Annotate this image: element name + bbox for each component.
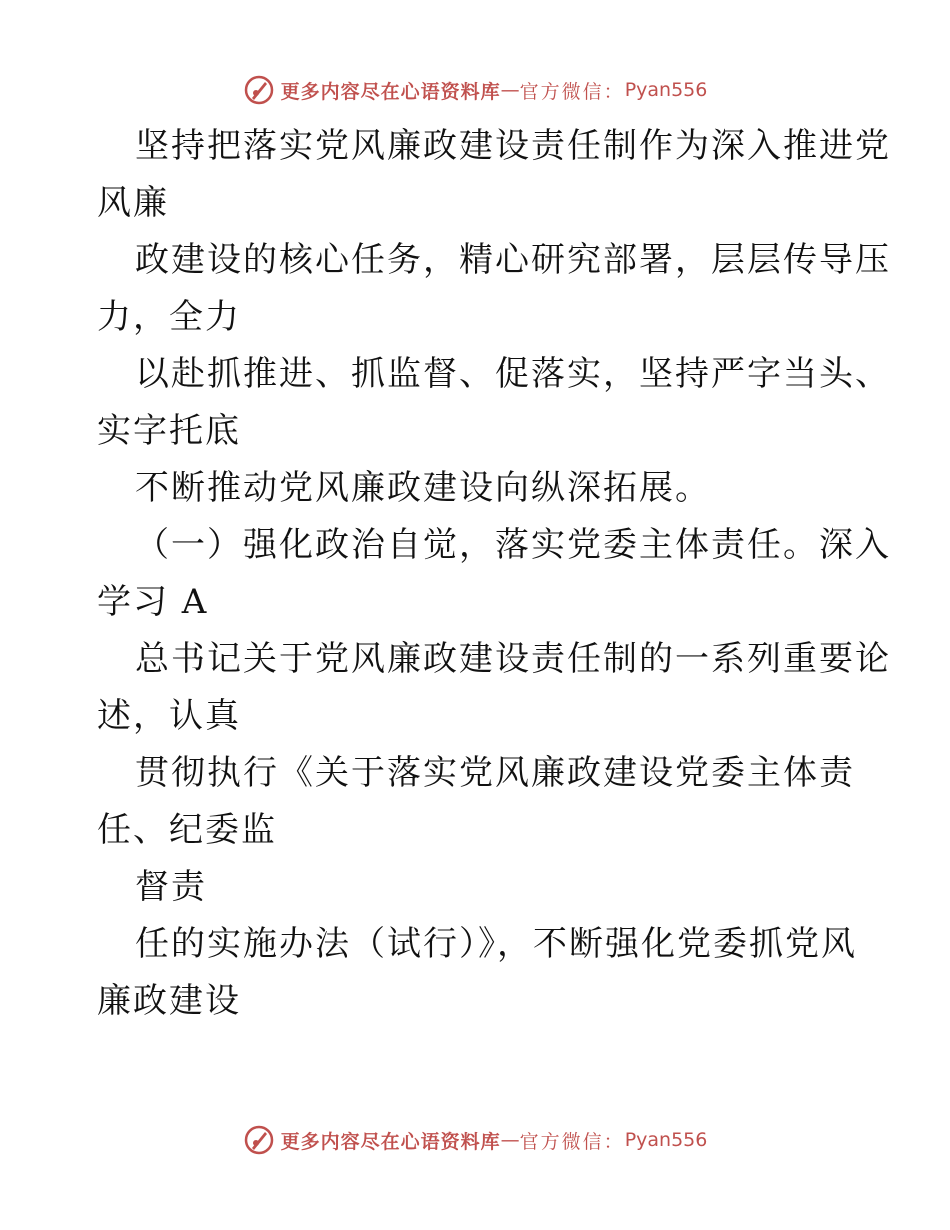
watermark-sub-text: 官方微信：: [519, 80, 625, 103]
watermark-main-text: 更多内容尽在心语资料库: [280, 1130, 501, 1153]
watermark-dash: —: [500, 1129, 520, 1151]
paragraph-line: 学习 A: [97, 582, 209, 622]
paragraph-line: 力，全力: [97, 297, 241, 337]
paragraph-line: 风廉: [97, 183, 169, 223]
header-watermark: [0, 70, 950, 110]
paragraph-line: 贯彻执行《关于落实党风廉政建设党委主体责: [135, 753, 855, 793]
watermark-dash: —: [500, 79, 520, 101]
watermark-main-text: 更多内容尽在心语资料库: [280, 80, 501, 103]
paragraph-line: 督责: [135, 867, 207, 907]
paragraph-line: 坚持把落实党风廉政建设责任制作为深入推进党: [135, 126, 891, 166]
paragraph-line: 政建设的核心任务，精心研究部署，层层传导压: [135, 240, 891, 280]
watermark-sub-text: 官方微信：: [519, 1130, 625, 1153]
paragraph-line: 实字托底: [97, 411, 241, 451]
paragraph-line: 以赴抓推进、抓监督、促落实，坚持严字当头、: [135, 354, 891, 394]
watermark-wechat-id: Pyan556: [624, 1129, 708, 1151]
footer-watermark: [0, 1120, 950, 1160]
paragraph-line: 任的实施办法（试行）》，不断强化党委抓党风: [135, 924, 857, 964]
paragraph-line: 廉政建设: [97, 981, 241, 1021]
quill-logo-icon: [243, 1124, 275, 1156]
paragraph-line: 不断推动党风廉政建设向纵深拓展。: [135, 468, 711, 508]
document-body: [97, 118, 891, 1030]
paragraph-line: 任、纪委监: [97, 810, 277, 850]
paragraph-line: 总书记关于党风廉政建设责任制的一系列重要论: [135, 639, 891, 679]
paragraph-line: （一）强化政治自觉，落实党委主体责任。深入: [135, 525, 891, 565]
paragraph-line: 述，认真: [97, 696, 241, 736]
watermark-wechat-id: Pyan556: [624, 79, 708, 101]
quill-logo-icon: [243, 74, 275, 106]
